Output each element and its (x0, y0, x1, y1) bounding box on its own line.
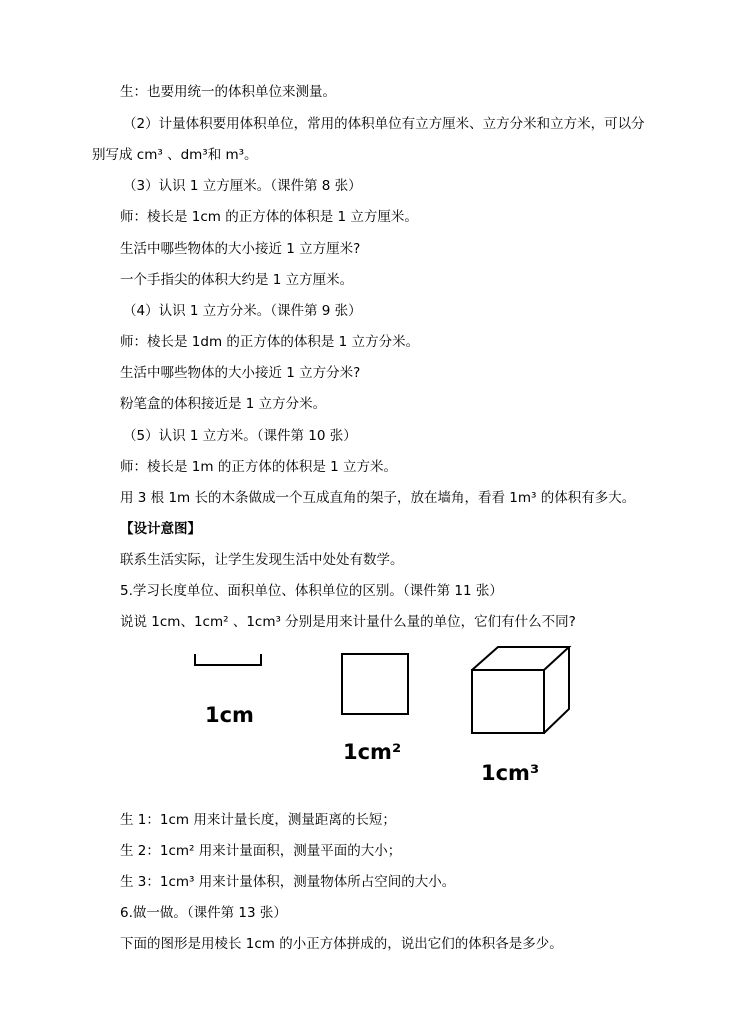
section-6-heading: 6.做一做。（课件第 13 张） (120, 905, 287, 921)
text-line-2a: （2）计量体积要用体积单位，常用的体积单位有立方厘米、立方分米和立方米，可以分 (123, 116, 645, 132)
text-line-1: 生：也要用统一的体积单位来测量。 (120, 84, 336, 100)
area-label: 1cm² (343, 740, 402, 764)
section-5-heading: 5.学习长度单位、面积单位、体积单位的区别。（课件第 11 张） (120, 583, 503, 599)
length-label: 1cm (205, 703, 254, 727)
volume-cube-icon (472, 647, 569, 733)
design-intent-heading: 【设计意图】 (120, 521, 201, 537)
text-line-6: 一个手指尖的体积大约是 1 立方厘米。 (120, 272, 354, 288)
text-line-3: （3）认识 1 立方厘米。（课件第 8 张） (123, 178, 362, 194)
text-line-22: 下面的图形是用棱长 1cm 的小正方体拼成的，说出它们的体积各是多少。 (120, 936, 563, 952)
length-segment-icon (195, 654, 261, 665)
text-line-10: 粉笔盒的体积接近是 1 立方分米。 (120, 396, 327, 412)
text-line-18: 生 1：1cm 用来计量长度，测量距离的长短； (120, 812, 396, 828)
area-square-icon (342, 654, 408, 714)
text-line-11: （5）认识 1 立方米。（课件第 10 张） (123, 428, 357, 444)
text-line-4: 师：棱长是 1cm 的正方体的体积是 1 立方厘米。 (120, 209, 418, 225)
text-line-9: 生活中哪些物体的大小接近 1 立方分米? (120, 365, 361, 381)
text-line-7: （4）认识 1 立方分米。（课件第 9 张） (123, 303, 362, 319)
text-line-15: 联系生活实际，让学生发现生活中处处有数学。 (120, 552, 404, 568)
text-line-19: 生 2：1cm² 用来计量面积，测量平面的大小； (120, 843, 402, 859)
text-line-17: 说说 1cm、1cm² 、1cm³ 分别是用来计量什么量的单位，它们有什么不同? (120, 614, 576, 630)
text-line-20: 生 3：1cm³ 用来计量体积，测量物体所占空间的大小。 (120, 874, 456, 890)
text-line-5: 生活中哪些物体的大小接近 1 立方厘米? (120, 241, 361, 257)
text-line-12: 师：棱长是 1m 的正方体的体积是 1 立方米。 (120, 459, 397, 475)
text-line-8: 师：棱长是 1dm 的正方体的体积是 1 立方分米。 (120, 334, 420, 350)
volume-label: 1cm³ (481, 761, 540, 785)
text-line-13: 用 3 根 1m 长的木条做成一个互成直角的架子，放在墙角，看看 1m³ 的体积有多大。 (120, 490, 636, 506)
text-line-2b: 别写成 cm³ 、dm³和 m³。 (92, 147, 258, 163)
